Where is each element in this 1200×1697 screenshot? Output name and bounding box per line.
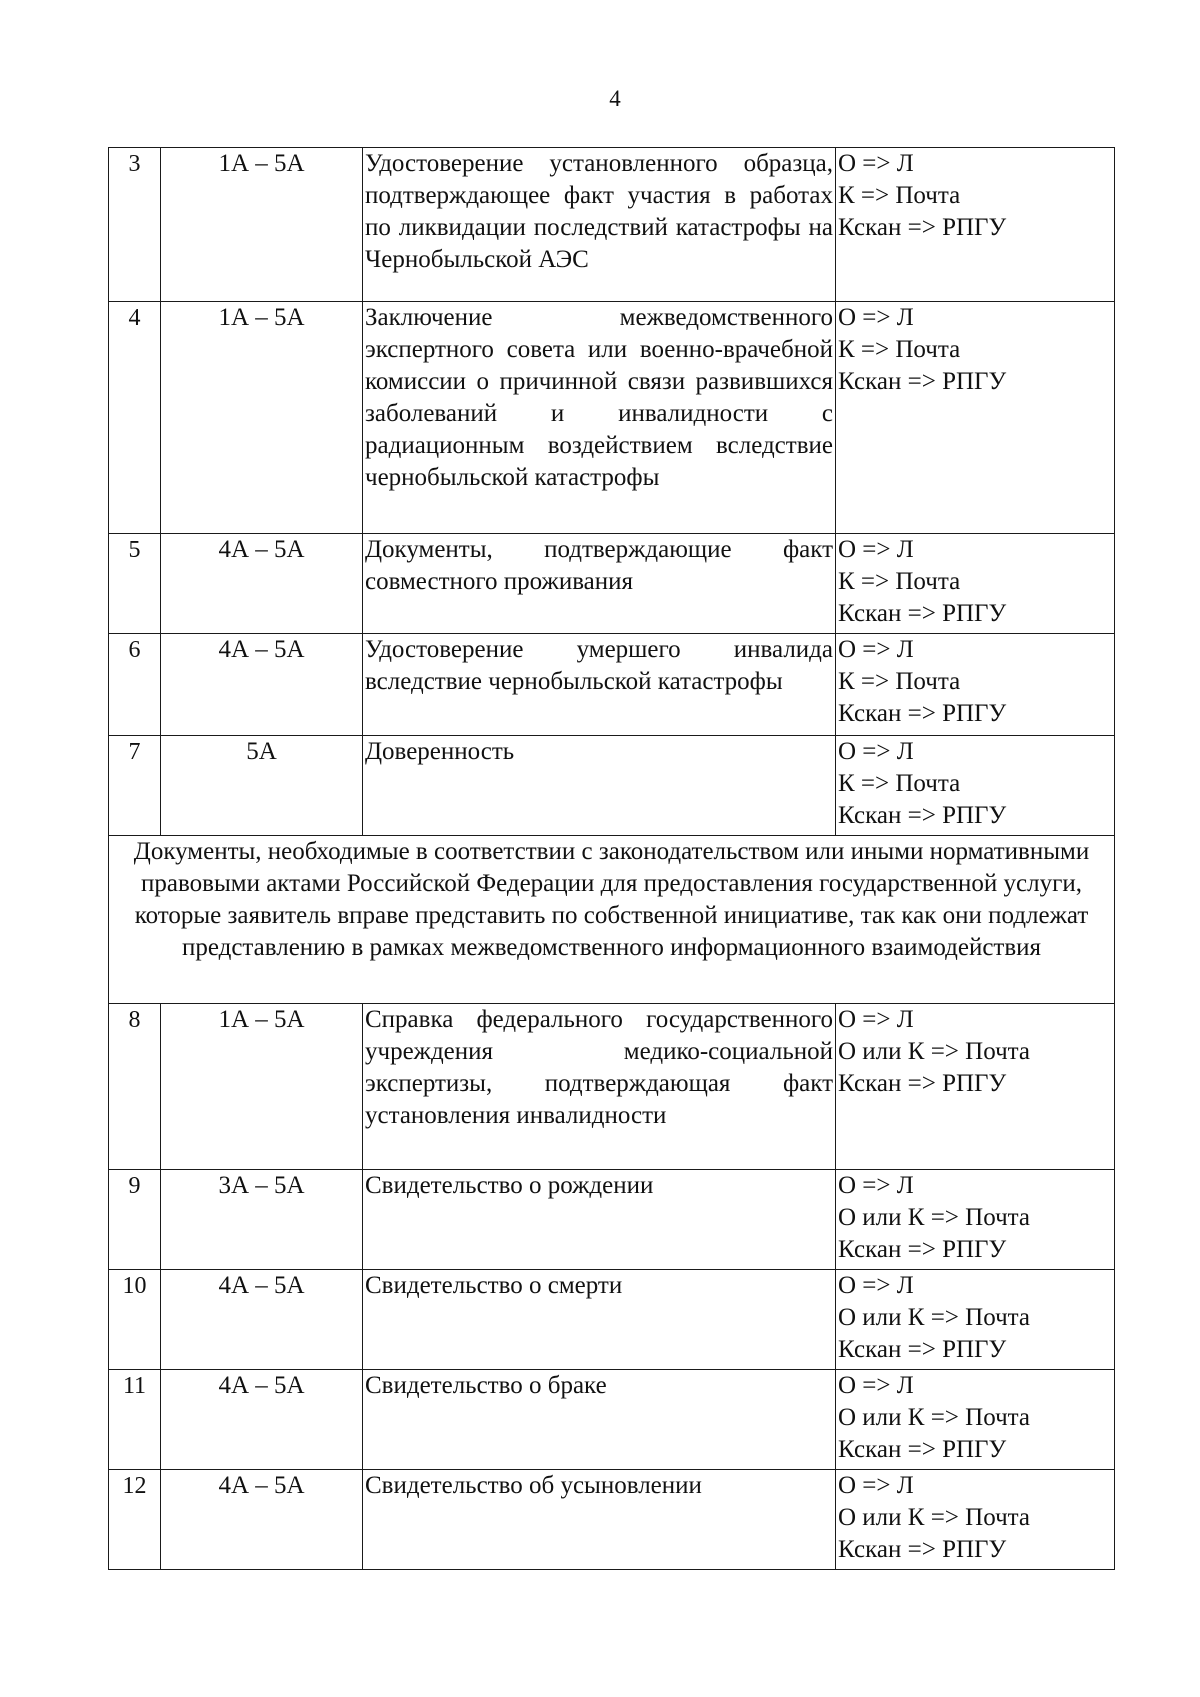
document-name: Удостоверение умершего инвалида вследствие чернобыльской катастрофы [363,634,836,736]
document-name: Доверенность [363,736,836,836]
submission-route [836,1270,1115,1370]
row-number: 12 [109,1470,161,1570]
applicant-category: 4А – 5А [161,1370,363,1470]
route-line: О => Л [838,738,914,765]
submission-route [836,148,1115,302]
row-number: 6 [109,634,161,736]
submission-route [836,302,1115,534]
route-line: Кскан => РПГУ [838,700,1007,727]
row-number: 11 [109,1370,161,1470]
route-line: О => Л [838,1272,914,1299]
submission-route [836,1470,1115,1570]
route-line: Кскан => РПГУ [838,802,1007,829]
route-line: Кскан => РПГУ [838,1070,1007,1097]
table-row [109,634,1115,736]
route-line: Кскан => РПГУ [838,214,1007,241]
route-line: О => Л [838,1472,914,1499]
route-line: Кскан => РПГУ [838,1336,1007,1363]
route-line: К => Почта [838,770,961,797]
row-number: 3 [109,148,161,302]
applicant-category: 4А – 5А [161,534,363,634]
route-line: Кскан => РПГУ [838,1236,1007,1263]
route-line: О => Л [838,536,914,563]
row-number: 7 [109,736,161,836]
table-row [109,1370,1115,1470]
applicant-category: 5А [161,736,363,836]
document-name: Справка федерального государственного учреждения медико-социальной экспертизы, подтверждающая факт установления инвалидности [363,1004,836,1170]
submission-route [836,534,1115,634]
route-line: О => Л [838,636,914,663]
submission-route [836,736,1115,836]
row-number: 5 [109,534,161,634]
table-row [109,1470,1115,1570]
route-line: О или К => Почта [838,1038,1030,1065]
row-number: 10 [109,1270,161,1370]
route-line: Кскан => РПГУ [838,600,1007,627]
document-name: Свидетельство об усыновлении [363,1470,836,1570]
submission-route [836,1170,1115,1270]
applicant-category: 4А – 5А [161,1270,363,1370]
document-name: Свидетельство о браке [363,1370,836,1470]
route-line: О или К => Почта [838,1304,1030,1331]
table-row [109,148,1115,302]
route-line: О или К => Почта [838,1504,1030,1531]
submission-route [836,1004,1115,1170]
document-name: Свидетельство о смерти [363,1270,836,1370]
section-heading-row [109,836,1115,1004]
route-line: К => Почта [838,336,961,363]
route-line: Кскан => РПГУ [838,368,1007,395]
row-number: 8 [109,1004,161,1170]
route-line: О или К => Почта [838,1404,1030,1431]
route-line: О => Л [838,1372,914,1399]
table-row [109,1170,1115,1270]
submission-route [836,1370,1115,1470]
route-line: К => Почта [838,668,961,695]
table-row [109,736,1115,836]
page-number: 4 [609,86,621,111]
table-row [109,534,1115,634]
applicant-category: 4А – 5А [161,634,363,736]
document-name: Удостоверение установленного образца, подтверждающее факт участия в работах по ликвидации последствий катастрофы на Чернобыльской АЭС [363,148,836,302]
route-line: Кскан => РПГУ [838,1436,1007,1463]
route-line: О => Л [838,150,914,177]
applicant-category: 4А – 5А [161,1470,363,1570]
document-name: Заключение межведомственного экспертного совета или военно-врачебной комиссии о причинной связи развившихся заболеваний и инвалидности с радиационным воздействием вследствие чернобыльской катастрофы [363,302,836,534]
route-line: К => Почта [838,568,961,595]
row-number: 9 [109,1170,161,1270]
route-line: О или К => Почта [838,1204,1030,1231]
document-name: Документы, подтверждающие факт совместного проживания [363,534,836,634]
route-line: О => Л [838,304,914,331]
applicant-category: 1А – 5А [161,302,363,534]
table-row [109,1004,1115,1170]
route-line: О => Л [838,1172,914,1199]
applicant-category: 1А – 5А [161,148,363,302]
section-heading: Документы, необходимые в соответствии с законодательством или иными нормативными правовыми актами Российской Федерации для предоставления государственной услуги, которые заявитель вправе представить по собственной инициативе, так как они подлежат представлению в рамках межведомственного информационного взаимодействия [109,836,1115,1004]
route-line: К => Почта [838,182,961,209]
route-line: О => Л [838,1006,914,1033]
table-row [109,1270,1115,1370]
documents-table [108,147,1115,1570]
row-number: 4 [109,302,161,534]
applicant-category: 3А – 5А [161,1170,363,1270]
table-row [109,302,1115,534]
submission-route [836,634,1115,736]
document-name: Свидетельство о рождении [363,1170,836,1270]
applicant-category: 1А – 5А [161,1004,363,1170]
route-line: Кскан => РПГУ [838,1536,1007,1563]
